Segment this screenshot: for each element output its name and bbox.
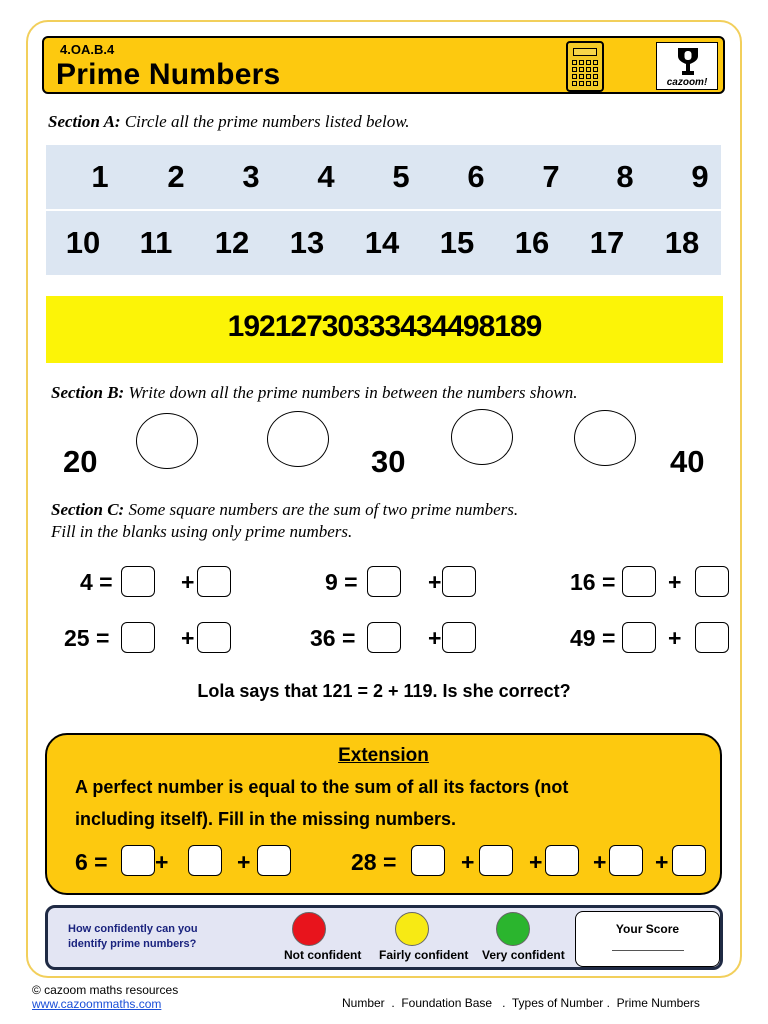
number-sequence[interactable]: 19212730333434498189: [227, 310, 542, 343]
number-cell[interactable]: 12: [214, 225, 250, 260]
plus-sign: +: [181, 625, 195, 651]
equation-lhs: 49 =: [570, 625, 616, 651]
number-cell[interactable]: 5: [392, 159, 410, 194]
number-cell[interactable]: 18: [664, 225, 700, 260]
copyright-text: © cazoom maths resources: [32, 983, 179, 997]
equation-lhs: 9 =: [325, 569, 358, 595]
footer-left: [32, 983, 178, 1011]
score-label: Your Score: [615, 922, 680, 936]
number-cell[interactable]: 11: [139, 225, 173, 260]
section-c-instruction-2: Fill in the blanks using only prime numbers.: [51, 522, 353, 541]
answer-box[interactable]: [367, 622, 401, 653]
plus-sign: +: [668, 569, 682, 595]
equation-lhs: 25 =: [64, 625, 110, 651]
answer-box[interactable]: [479, 845, 513, 876]
answer-box[interactable]: [609, 845, 643, 876]
score-box[interactable]: [575, 911, 720, 967]
number-cell[interactable]: 7: [542, 159, 560, 194]
section-a-instruction: Circle all the prime numbers listed below.: [124, 112, 410, 131]
equation-lhs: 28 =: [351, 849, 397, 875]
section-a-heading: [48, 112, 410, 132]
answer-box[interactable]: [121, 845, 155, 876]
plus-sign: +: [237, 849, 251, 875]
answer-box[interactable]: [442, 566, 476, 597]
number-cell[interactable]: 9: [691, 159, 709, 194]
answer-box[interactable]: [622, 566, 656, 597]
equation-lhs: 36 =: [310, 625, 356, 651]
plus-sign: +: [428, 625, 442, 651]
plus-sign: +: [593, 849, 607, 875]
answer-circle[interactable]: [136, 413, 198, 469]
section-b-heading: [51, 383, 578, 403]
very-confident-label: Very confident: [482, 948, 565, 962]
confidence-panel: [45, 905, 723, 970]
fairly-confident-dot[interactable]: [395, 912, 429, 946]
number-sequence-band: [46, 296, 723, 363]
answer-box[interactable]: [695, 622, 729, 653]
not-confident-label: Not confident: [284, 948, 362, 962]
not-confident-dot[interactable]: [292, 912, 326, 946]
number-panel-row-2: [46, 211, 721, 275]
answer-box[interactable]: [257, 845, 291, 876]
header-banner: [42, 36, 725, 94]
answer-box[interactable]: [188, 845, 222, 876]
confidence-question-line-2: identify prime numbers?: [68, 938, 197, 950]
plus-sign: +: [461, 849, 475, 875]
very-confident-dot[interactable]: [496, 912, 530, 946]
confidence-question: [68, 922, 198, 952]
number-cell[interactable]: 14: [364, 225, 400, 260]
number-cell[interactable]: 4: [317, 159, 335, 194]
lola-question: Lola says that 121 = 2 + 119. Is she correct?: [197, 681, 571, 701]
number-cell[interactable]: 1: [91, 159, 109, 194]
answer-box[interactable]: [442, 622, 476, 653]
cazoom-logo: [656, 42, 718, 90]
logo-text: cazoom!: [666, 77, 708, 88]
answer-circle[interactable]: [451, 409, 513, 465]
calculator-icon: [566, 41, 604, 92]
number-cell[interactable]: 8: [616, 159, 634, 194]
number-cell[interactable]: 2: [167, 159, 185, 194]
extension-panel: [45, 733, 722, 895]
answer-box[interactable]: [197, 622, 231, 653]
plus-sign: +: [668, 625, 682, 651]
website-link[interactable]: www.cazoommaths.com: [32, 997, 162, 1011]
equation-lhs: 6 =: [75, 849, 108, 875]
answer-circle[interactable]: [267, 411, 329, 467]
plus-sign: +: [155, 849, 169, 875]
number-cell[interactable]: 3: [242, 159, 260, 194]
confidence-question-line-1: How confidently can you: [68, 923, 198, 935]
answer-box[interactable]: [545, 845, 579, 876]
equation-lhs: 16 =: [570, 569, 616, 595]
standard-code: 4.OA.B.4: [60, 42, 115, 57]
number-panel-row-1: [46, 145, 721, 209]
equation-lhs: 4 =: [80, 569, 113, 595]
number-cell[interactable]: 6: [467, 159, 485, 194]
plus-sign: +: [529, 849, 543, 875]
section-a-label: Section A:: [48, 112, 121, 131]
boundary-number: 30: [371, 444, 406, 479]
answer-box[interactable]: [695, 566, 729, 597]
number-cell[interactable]: 16: [514, 225, 550, 260]
answer-box[interactable]: [197, 566, 231, 597]
section-b-label: Section B:: [51, 383, 125, 402]
number-cell[interactable]: 10: [65, 225, 101, 260]
plus-sign: +: [428, 569, 442, 595]
fairly-confident-label: Fairly confident: [379, 948, 469, 962]
section-b-instruction: Write down all the prime numbers in between the numbers shown.: [128, 383, 578, 402]
page-title: Prime Numbers: [56, 58, 281, 91]
answer-box[interactable]: [121, 566, 155, 597]
boundary-number: 20: [63, 444, 98, 479]
number-cell[interactable]: 17: [589, 225, 625, 260]
plus-sign: +: [655, 849, 669, 875]
answer-box[interactable]: [411, 845, 445, 876]
extension-title: Extension: [338, 745, 429, 766]
extension-text-2: including itself). Fill in the missing numbers.: [75, 809, 457, 829]
answer-box[interactable]: [622, 622, 656, 653]
answer-box[interactable]: [121, 622, 155, 653]
score-line: [612, 950, 684, 951]
answer-circle[interactable]: [574, 410, 636, 466]
boundary-number: 40: [670, 444, 705, 479]
answer-box[interactable]: [367, 566, 401, 597]
plus-sign: +: [181, 569, 195, 595]
number-cell[interactable]: 15: [439, 225, 475, 260]
section-c-heading: [51, 500, 518, 520]
answer-box[interactable]: [672, 845, 706, 876]
section-c-instruction-1: Some square numbers are the sum of two prime numbers.: [128, 500, 519, 519]
section-c-label: Section C:: [51, 500, 125, 519]
footer-breadcrumb: Number . Foundation Base . Types of Number . Prime Numbers: [342, 996, 700, 1010]
extension-text-1: A perfect number is equal to the sum of all its factors (not: [75, 777, 569, 797]
number-cell[interactable]: 13: [289, 225, 325, 260]
trophy-icon: [675, 47, 701, 77]
